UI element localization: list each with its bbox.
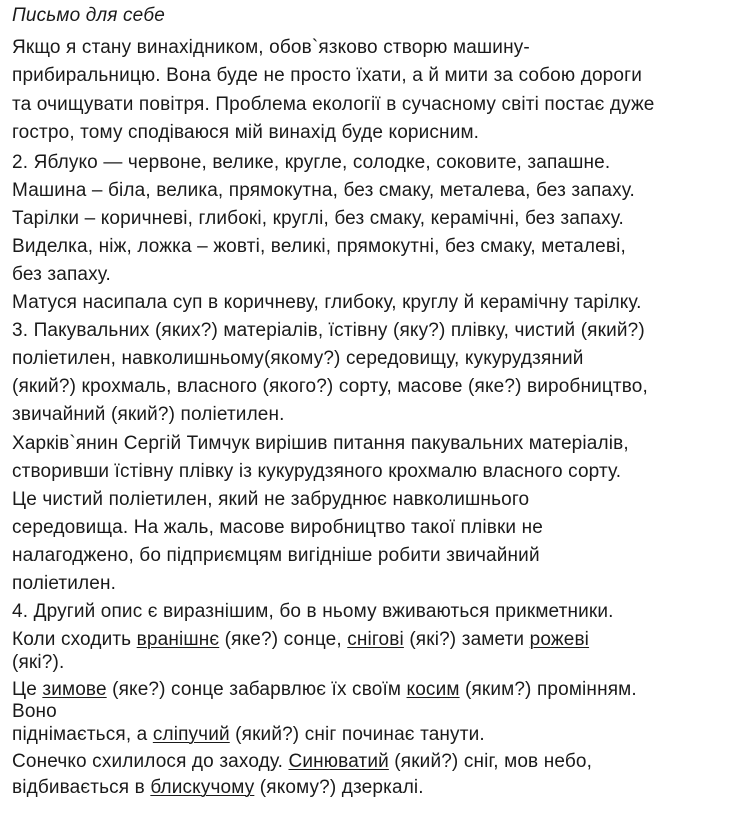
passage-line	[12, 776, 424, 800]
underlined-adjective: снігові	[347, 629, 404, 650]
text-line: Якщо я стану винахідником, обов`язково створю машину-	[12, 37, 530, 58]
underlined-adjective: сліпучий	[152, 724, 230, 745]
underlined-adjective: косим	[406, 679, 460, 700]
text-segment: (які?) замети	[403, 629, 530, 650]
passage-line	[12, 750, 592, 774]
text-line: Матуся насипала суп в коричневу, глибоку, круглу й керамічну тарілку.	[12, 292, 642, 313]
underlined-adjective: блискучому	[150, 777, 255, 798]
text-segment: Сонечко схилилося до заходу.	[12, 751, 289, 772]
text-line: та очищувати повітря. Проблема екології в сучасному світі постає дуже	[12, 94, 655, 115]
underlined-adjective: рожеві	[529, 629, 590, 650]
text-segment: (яким?) промінням.	[459, 679, 637, 700]
text-line: прибиральницю. Вона буде не просто їхати, а й мити за собою дороги	[12, 65, 642, 86]
text-line: звичайний (який?) поліетилен.	[12, 404, 285, 425]
underlined-adjective: вранішнє	[136, 629, 220, 650]
passage-line	[12, 723, 485, 747]
text-line: поліетилен.	[12, 573, 117, 594]
text-segment: (яке?) сонце забарвлює їх своїм	[106, 679, 407, 700]
text-line: Машина – біла, велика, прямокутна, без смаку, металева, без запаху.	[12, 180, 635, 201]
text-line: 2. Яблуко — червоне, велике, кругле, солодке, соковите, запашне.	[12, 152, 611, 173]
text-line: без запаху.	[12, 264, 111, 285]
passage-line: Воно	[12, 701, 57, 722]
text-segment: (який?) сніг починає танути.	[229, 724, 485, 745]
passage-line: (які?).	[12, 652, 65, 673]
text-line: 4. Другий опис є виразнішим, бо в ньому вживаються прикметники.	[12, 601, 614, 622]
passage-line	[12, 628, 589, 652]
text-segment: піднімається, а	[12, 724, 153, 745]
text-line: Це чистий поліетилен, який не забруднює навколишнього	[12, 489, 530, 510]
text-line: гостро, тому сподіваюся мій винахід буде корисним.	[12, 122, 480, 143]
document-title: Письмо для себе	[12, 5, 165, 26]
text-segment: (яке?) сонце,	[219, 629, 348, 650]
text-line: Виделка, ніж, ложка – жовті, великі, прямокутні, без смаку, металеві,	[12, 236, 626, 257]
text-segment: Коли сходить	[12, 629, 137, 650]
text-segment: Це	[12, 679, 43, 700]
text-segment: (який?) сніг, мов небо,	[388, 751, 593, 772]
passage-line	[12, 678, 637, 702]
text-segment: (якому?) дзеркалі.	[254, 777, 424, 798]
underlined-adjective: Синюватий	[288, 751, 389, 772]
text-line: (який?) крохмаль, власного (якого?) сорту, масове (яке?) виробництво,	[12, 376, 648, 397]
text-line: 3. Пакувальних (яких?) матеріалів, їстівну (яку?) плівку, чистий (який?)	[12, 320, 645, 341]
text-line: поліетилен, навколишньому(якому?) середовищу, кукурудзяний	[12, 348, 584, 369]
text-line: Тарілки – коричневі, глибокі, круглі, без смаку, керамічні, без запаху.	[12, 208, 624, 229]
text-segment: відбивається в	[12, 777, 151, 798]
text-line: середовища. На жаль, масове виробництво такої плівки не	[12, 517, 543, 538]
text-line: Харків`янин Сергій Тимчук вирішив питання пакувальних матеріалів,	[12, 433, 629, 454]
underlined-adjective: зимове	[42, 679, 107, 700]
text-line: створивши їстівну плівку із кукурудзяного крохмалю власного сорту.	[12, 461, 622, 482]
text-line: налагоджено, бо підприємцям вигідніше робити звичайний	[12, 545, 540, 566]
